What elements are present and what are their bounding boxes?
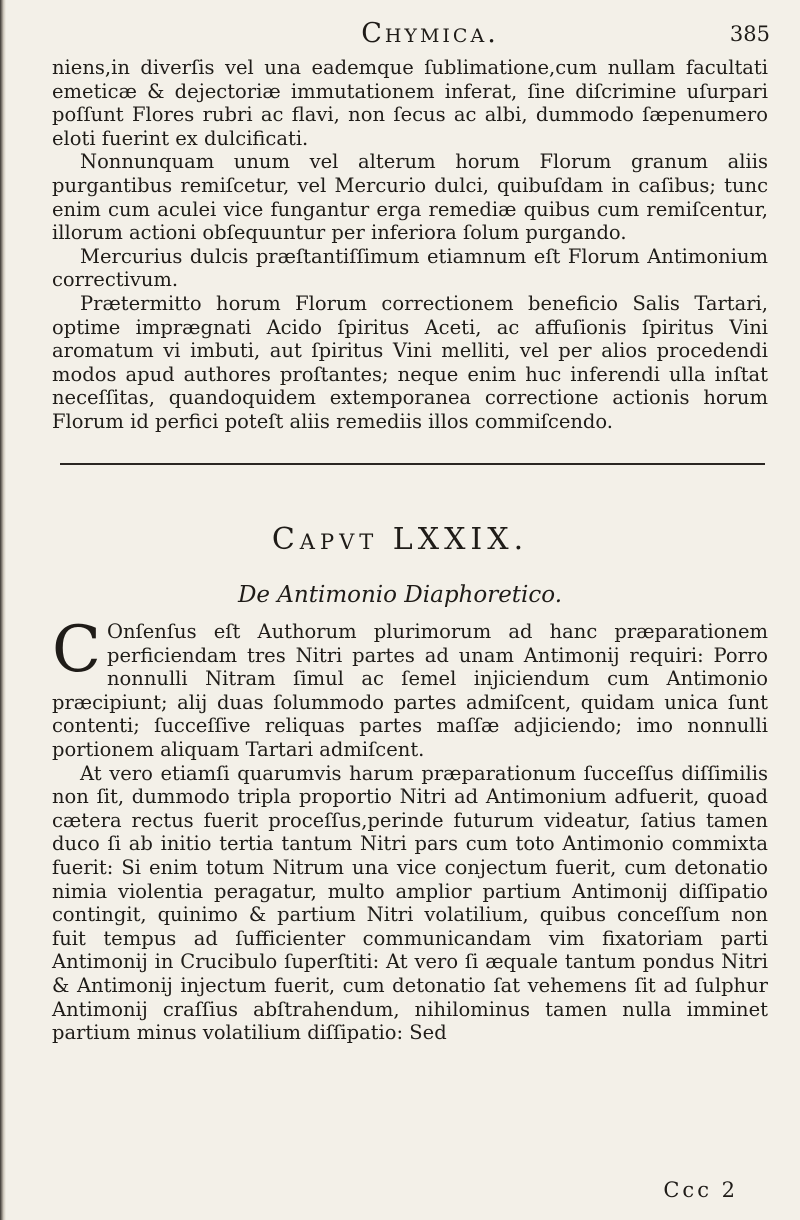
- paragraph: Prætermitto horum Florum correctionem beneficio Salis Tartari, optime imprægnati Acido ſpiritus Aceti, ac affuſionis ſpiritus Vini aromatum vi imbuti, aut ſpiritus Vini melliti, vel per alios procedendi modos apud authores proſtantes; neque enim huc inferendi ulla inſtat neceſſitas, quandoquidem extemporanea correctione actionis horum Florum id perfici poteſt aliis remediis illos commiſcendo.: [52, 291, 768, 433]
- signature-mark: Ccc 2: [663, 1178, 738, 1202]
- paragraph: Mercurius dulcis præſtantiſſimum etiamnum eſt Florum Antimonium correctivum.: [52, 244, 768, 292]
- paragraph: niens,in diverſis vel una eademque ſublimatione,cum nullam facultati emeticæ & dejectoriæ immutationem inferat, ſine diſcrimine uſurpari poſſunt Flores rubri ac flavi, non ſecus ac albi, dummodo ſæpenumero eloti fuerint ex dulcificati.: [52, 56, 768, 150]
- drop-cap: C: [52, 613, 101, 687]
- section-divider: [60, 463, 765, 465]
- chapter-heading: Capvt LXXIX.: [271, 522, 529, 557]
- paragraph-first: [52, 613, 768, 762]
- text-block-bottom: [52, 613, 768, 1045]
- running-title: Chymica.: [361, 18, 499, 49]
- chapter-subtitle: De Antimonio Diaphoretico.: [237, 582, 563, 608]
- paragraph: At vero etiamſi quarumvis harum præparationum ſucceſſus diſſimilis non ſit, dummodo tripla proportio Nitri ad Antimonium adfuerit, quoad cætera rectus fuerit proceſſus,perinde futurum videatur, ſatius tamen duco ſi ab initio tertia tantum Nitri pars cum toto Antimonio commixta fuerit: Si enim totum Nitrum una vice conjectum fuerit, cum detonatio nimia violentia peragatur, multo amplior partium Antimonij diſſipatio contingit, quinimo & partium Nitri volatilium, quibus conceſſum non fuit tempus ad ſufficienter communicandam vim fixatoriam parti Antimonij in Crucibulo ſuperſtiti: At vero ſi æquale tantum pondus Nitri & Antimonij injectum fuerit, cum detonatio ſat vehemens ſit ad ſulphur Antimonij craſſius abſtrahendum, nihilominus tamen nulla imminet partium minus volatilium diſſipatio: Sed: [52, 761, 768, 1045]
- page-edge-shadow: [0, 0, 6, 1220]
- paragraph-first-text: Onſenſus eſt Authorum plurimorum ad hanc præparationem perficiendam tres Nitri partes ad unam Antimonij requiri: Porro nonnulli Nitram ſimul ac ſemel injiciendum cum Antimonio præcipiunt; alij duas ſolummodo partes admiſcent, quidam unica ſunt contenti; ſucceſſive reliquas partes maſſæ adjiciendo; imo nonnulli portionem aliquam Tartari admiſcent.: [52, 620, 768, 761]
- paragraph: Nonnunquam unum vel alterum horum Florum granum aliis purgantibus remiſcetur, vel Mercurio dulci, quibuſdam in caſibus; tunc enim cum aculei vice fungantur erga remediæ quibus cum remiſcentur, illorum actioni obſequuntur per inferiora ſolum purgando.: [52, 150, 768, 245]
- page-number: 385: [729, 22, 770, 46]
- running-head: [90, 16, 770, 56]
- text-block-top: [52, 56, 768, 434]
